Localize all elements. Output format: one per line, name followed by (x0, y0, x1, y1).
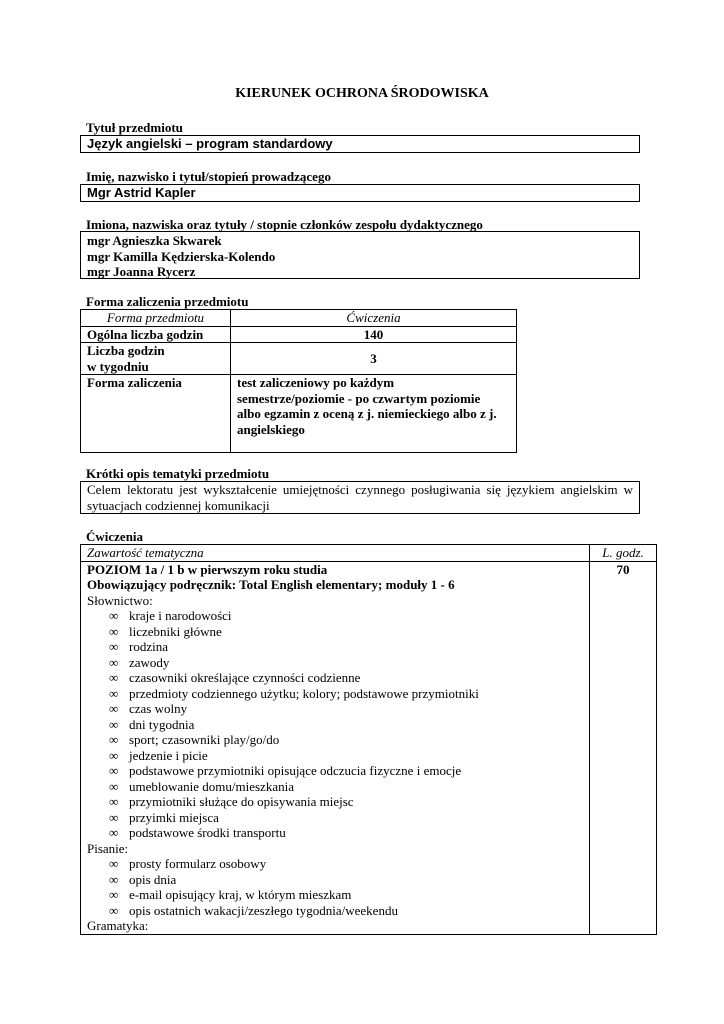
total-hours-value: 140 (231, 326, 517, 343)
list-item (87, 608, 583, 624)
content-header: Zawartość tematyczna (81, 545, 590, 562)
list-item-text: kraje i narodowości (129, 608, 232, 623)
list-item-text: rodzina (129, 639, 168, 654)
assessment-form-label: Forma zaliczenia (81, 375, 231, 453)
assessment-header-right: Ćwiczenia (231, 310, 517, 327)
bullet-icon: ∞ (109, 747, 119, 763)
list-item-text: opis dnia (129, 871, 177, 887)
list-item (87, 748, 583, 764)
assessment-table (80, 309, 517, 453)
list-item-text: umeblowanie domu/mieszkania (129, 778, 294, 794)
list-item-text: przymiotniki służące do opisywania miejsc (129, 794, 354, 809)
list-item (87, 639, 583, 655)
team-member: mgr Agnieszka Skwarek (87, 233, 222, 248)
list-item-text: podstawowe środki transportu (129, 825, 286, 840)
textbook: Obowiązujący podręcznik: Total English elementary; moduły 1 - 6 (87, 577, 455, 592)
weekly-hours-label-line1: Liczba godzin (87, 343, 165, 358)
hours-value: 70 (590, 561, 657, 934)
weekly-hours-value: 3 (231, 343, 517, 375)
bullet-icon: ∞ (109, 654, 119, 670)
list-item (87, 732, 583, 748)
bullet-icon: ∞ (109, 778, 119, 794)
hours-header: L. godz. (590, 545, 657, 562)
assessment-form-value: test zaliczeniowy po każdym semestrze/poziomie - po czwartym poziomie albo egzamin z oceną z j. niemieckiego albo z j. angielskiego (231, 375, 517, 453)
bullet-icon: ∞ (109, 701, 119, 716)
list-item-text: opis ostatnich wakacji/zeszłego tygodnia/weekendu (129, 902, 398, 918)
team-member: mgr Joanna Rycerz (87, 264, 196, 279)
total-hours-label: Ogólna liczba godzin (81, 326, 231, 343)
bullet-icon: ∞ (109, 608, 119, 623)
bullet-icon: ∞ (109, 732, 119, 747)
team-box (80, 231, 640, 279)
list-item-text: sport; czasowniki play/go/do (129, 732, 280, 747)
list-item (87, 763, 583, 779)
list-item-text: czasowniki określające czynności codzienne (129, 670, 361, 685)
bullet-icon: ∞ (109, 670, 119, 685)
description-text: Celem lektoratu jest wykształcenie umiejętności czynnego posługiwania się językiem angielskim w sytuacjach codziennej komunikacji (80, 481, 640, 514)
lecturer-label: Imię, nazwisko i tytuł/stopień prowadzącego (86, 169, 331, 184)
bullet-icon: ∞ (109, 809, 119, 825)
list-item (87, 903, 583, 919)
bullet-icon: ∞ (109, 794, 119, 809)
writing-label: Pisanie: (87, 840, 129, 856)
grammar-label: Gramatyka: (87, 918, 149, 933)
weekly-hours-label-line2: w tygodniu (87, 358, 149, 374)
list-item (87, 701, 583, 717)
list-item-text: jedzenie i picie (129, 747, 208, 763)
list-item (87, 624, 583, 640)
list-item-text: przyimki miejsca (129, 809, 219, 825)
vocab-label: Słownictwo: (87, 592, 153, 608)
content-cell (81, 561, 590, 934)
bullet-icon: ∞ (109, 871, 119, 887)
list-item-text: dni tygodnia (129, 716, 195, 732)
bullet-icon: ∞ (109, 902, 119, 918)
assessment-label: Forma zaliczenia przedmiotu (86, 294, 249, 309)
team-member: mgr Kamilla Kędzierska-Kolendo (87, 248, 276, 264)
list-item-text: czas wolny (129, 701, 188, 716)
list-item (87, 794, 583, 810)
list-item (87, 686, 583, 702)
subject-label: Tytuł przedmiotu (86, 120, 183, 135)
writing-list (87, 856, 583, 918)
exercises-table (80, 544, 657, 935)
assessment-header-left: Forma przedmiotu (81, 310, 231, 327)
bullet-icon: ∞ (109, 716, 119, 732)
list-item (87, 655, 583, 671)
list-item (87, 717, 583, 733)
list-item (87, 887, 583, 903)
list-item (87, 810, 583, 826)
team-label: Imiona, nazwiska oraz tytuły / stopnie członków zespołu dydaktycznego (86, 217, 483, 232)
list-item-text: podstawowe przymiotniki opisujące odczucia fizyczne i emocje (129, 763, 462, 778)
list-item (87, 872, 583, 888)
list-item (87, 779, 583, 795)
bullet-icon: ∞ (109, 685, 119, 701)
bullet-icon: ∞ (109, 623, 119, 639)
exercises-label: Ćwiczenia (86, 529, 144, 544)
bullet-icon: ∞ (109, 763, 119, 778)
list-item-text: liczebniki główne (129, 623, 222, 639)
weekly-hours-label (81, 343, 231, 375)
list-item-text: e-mail opisujący kraj, w którym mieszkam (129, 887, 352, 902)
bullet-icon: ∞ (109, 639, 119, 654)
description-label: Krótki opis tematyki przedmiotu (86, 466, 270, 481)
list-item-text: przedmioty codziennego użytku; kolory; podstawowe przymiotniki (129, 685, 479, 701)
list-item (87, 856, 583, 872)
list-item-text: prosty formularz osobowy (129, 856, 267, 871)
vocab-list (87, 608, 583, 841)
subject-value: Język angielski – program standardowy (80, 135, 640, 153)
bullet-icon: ∞ (109, 887, 119, 902)
level-title: POZIOM 1a / 1 b w pierwszym roku studia (87, 561, 328, 577)
lecturer-value: Mgr Astrid Kapler (80, 184, 640, 202)
list-item-text: zawody (129, 654, 170, 670)
bullet-icon: ∞ (109, 856, 119, 871)
list-item (87, 670, 583, 686)
bullet-icon: ∞ (109, 825, 119, 840)
list-item (87, 825, 583, 841)
document-title: KIERUNEK OCHRONA ŚRODOWISKA (235, 86, 489, 101)
